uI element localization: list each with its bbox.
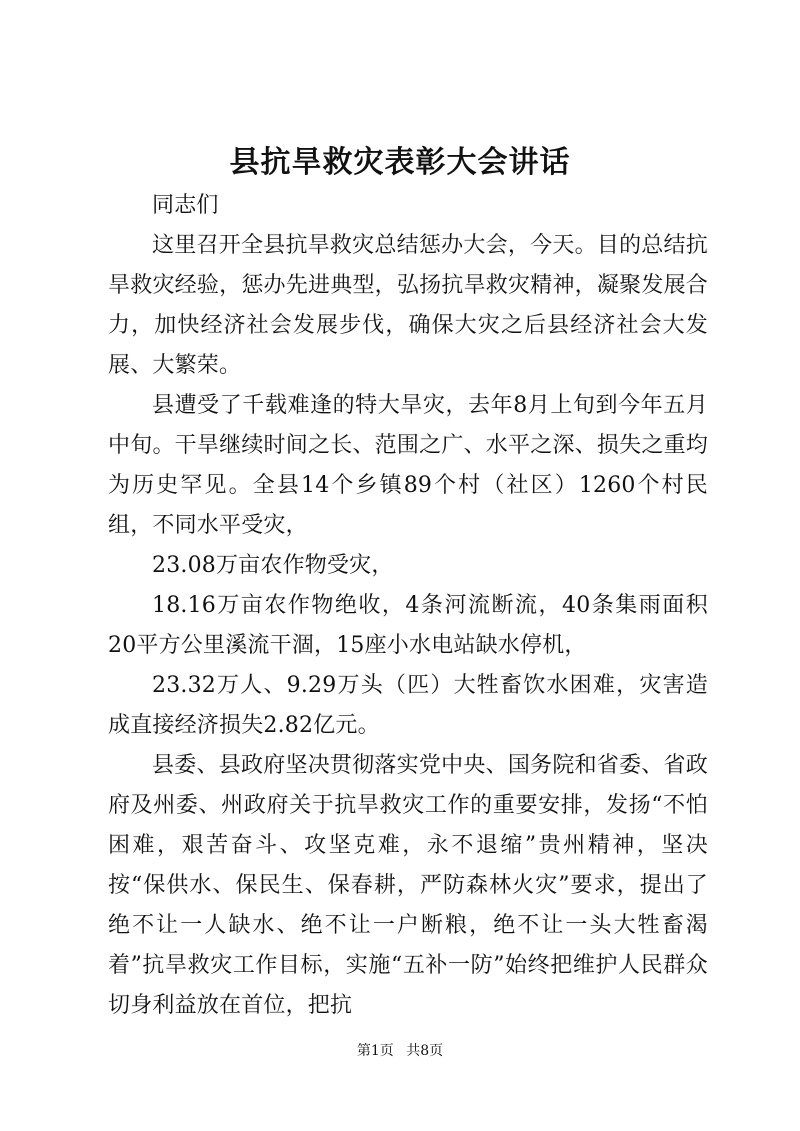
paragraph-purpose: 这里召开全县抗旱救灾总结惩办大会，今天。目的总结抗旱救灾经验，惩办先进典型，弘扬抗旱救灾精神，凝聚发展合力，加快经济社会发展步伐，确保大灾之后县经济社会大发展、大繁荣。 — [108, 233, 708, 378]
document-body — [108, 186, 708, 1026]
page-total: 共8页 — [406, 1043, 444, 1059]
paragraph-greeting: 同志们 — [152, 193, 219, 218]
paragraph-water-shortage: 23.32万人、9.29万头（匹）大牲畜饮水困难，灾害造成直接经济损失2.82亿元。 — [108, 673, 708, 738]
page-number: 第1页 — [356, 1043, 394, 1059]
paragraph-crops-failed: 18.16万亩农作物绝收，4条河流断流，40条集雨面积20平方公里溪流干涸，15座小水电站缺水停机， — [108, 593, 708, 658]
paragraph-crops-affected: 23.08万亩农作物受灾， — [152, 553, 394, 578]
page-footer — [0, 1041, 800, 1061]
paragraph-government-response: 县委、县政府坚决贯彻落实党中央、国务院和省委、省政府及州委、州政府关于抗旱救灾工作的重要安排，发扬“不怕困难，艰苦奋斗、攻坚克难，永不退缩”贵州精神，坚决按“保供水、保民生、保春耕，严防森林火灾”要求，提出了绝不让一人缺水、绝不让一户断粮，绝不让一头大牲畜渴着”抗旱救灾工作目标，实施“五补一防”始终把维护人民群众切身利益放在首位，把抗 — [108, 753, 708, 1018]
paragraph-drought-overview: 县遭受了千载难逢的特大旱灾，去年8月上旬到今年五月中旬。干旱继续时间之长、范围之广、水平之深、损失之重均为历史罕见。全县14个乡镇89个村（社区）1260个村民组，不同水平受灾， — [108, 393, 708, 538]
document-title: 县抗旱救灾表彰大会讲话 — [229, 145, 571, 180]
